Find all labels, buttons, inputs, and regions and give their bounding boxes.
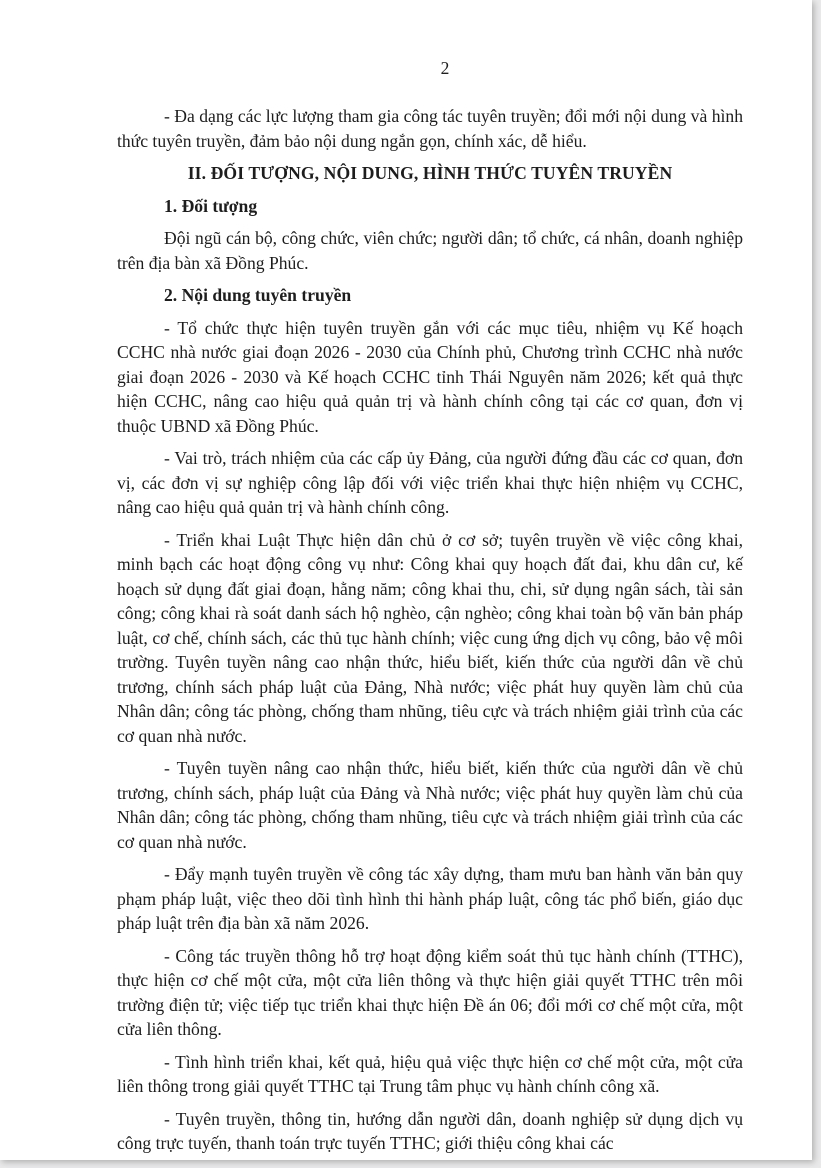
paragraph-one-stop-shop: - Tình hình triển khai, kết quả, hiệu quả việc thực hiện cơ chế một cửa, một cửa liên thông trong giải quyết TTHC tại Trung tâm phục vụ hành chính công xã. <box>117 1051 743 1096</box>
paragraph-legal-documents: - Đẩy mạnh tuyên truyền về công tác xây dựng, tham mưu ban hành văn bản quy phạm pháp luật, việc theo dõi tình hình thi hành pháp luật, công tác phổ biến, giáo dục pháp luật trên địa bàn xã năm 2026. <box>117 864 743 933</box>
paragraph-raise-awareness: - Tuyên tuyền nâng cao nhận thức, hiểu biết, kiến thức của người dân về chủ trương, chính sách, pháp luật của Đảng và Nhà nước; việc phát huy quyền làm chủ của Nhân dân; công tác phòng, chống tham nhũng, tiêu cực và trách nhiệm giải trình của các cơ quan nhà nước. <box>117 758 743 852</box>
section-heading-ii: II. ĐỐI TƯỢNG, NỘI DUNG, HÌNH THỨC TUYÊN TRUYỀN <box>187 163 673 183</box>
page-number: 2 <box>440 58 450 78</box>
paragraph-party-roles: - Vai trò, trách nhiệm của các cấp ủy Đảng, của người đứng đầu các cơ quan, đơn vị, các đơn vị sự nghiệp công lập đối với việc triển khai thực hiện nhiệm vụ CCHC, nâng cao hiệu quả quản trị và hành chính công. <box>117 448 743 517</box>
paragraph-online-services: - Tuyên truyền, thông tin, hướng dẫn người dân, doanh nghiệp sử dụng dịch vụ công trực tuyến, thanh toán trực tuyến TTHC; giới thiệu công khai các <box>117 1108 743 1153</box>
document-body <box>117 104 743 1156</box>
subheading-propaganda-content: 2. Nội dung tuyên truyền <box>164 285 352 305</box>
paragraph-tthc-control: - Công tác truyền thông hỗ trợ hoạt động kiểm soát thủ tục hành chính (TTHC), thực hiện cơ chế một cửa, một cửa liên thông và thực hiện giải quyết TTHC trên môi trường điện tử; việc tiếp tục triển khai thực hiện Đề án 06; đổi mới cơ chế một cửa, một cửa liên thông. <box>117 945 743 1039</box>
subheading-target-audience: 1. Đối tượng <box>164 195 258 216</box>
paragraph-grassroots-democracy: - Triển khai Luật Thực hiện dân chủ ở cơ sở; tuyên truyền về việc công khai, minh bạch các hoạt động công vụ như: Công khai quy hoạch đất đai, khu dân cư, kế hoạch sử dụng đất giai đoạn, hằng năm; công khai thu, chi, sử dụng ngân sách, tài sản công; công khai rà soát danh sách hộ nghèo, cận nghèo; công khai toàn bộ văn bản pháp luật, cơ chế, chính sách, các thủ tục hành chính; việc cung ứng dịch vụ công, bảo vệ môi trường. Tuyên tuyền nâng cao nhận thức, hiểu biết, kiến thức của người dân về chủ trương, chính sách pháp luật của Đảng, Nhà nước; việc phát huy quyền làm chủ của Nhân dân; công tác phòng, chống tham nhũng, tiêu cực và trách nhiệm giải trình của các cơ quan nhà nước. <box>117 529 743 746</box>
paragraph-target-audience: Đội ngũ cán bộ, công chức, viên chức; người dân; tổ chức, cá nhân, doanh nghiệp trên địa bàn xã Đồng Phúc. <box>117 228 743 273</box>
paragraph-cchc-plan: - Tổ chức thực hiện tuyên truyền gắn với các mục tiêu, nhiệm vụ Kế hoạch CCHC nhà nước giai đoạn 2026 - 2030 của Chính phủ, Chương trình CCHC nhà nước giai đoạn 2026 - 2030 và Kế hoạch CCHC tỉnh Thái Nguyên năm 2026; kết quả thực hiện CCHC, nâng cao hiệu quả quản trị và hành chính công tại các cơ quan, đơn vị thuộc UBND xã Đồng Phúc. <box>117 317 743 436</box>
paragraph-diversify-forces: - Đa dạng các lực lượng tham gia công tác tuyên truyền; đổi mới nội dung và hình thức tuyên truyền, đảm bảo nội dung ngắn gọn, chính xác, dễ hiểu. <box>117 106 743 151</box>
